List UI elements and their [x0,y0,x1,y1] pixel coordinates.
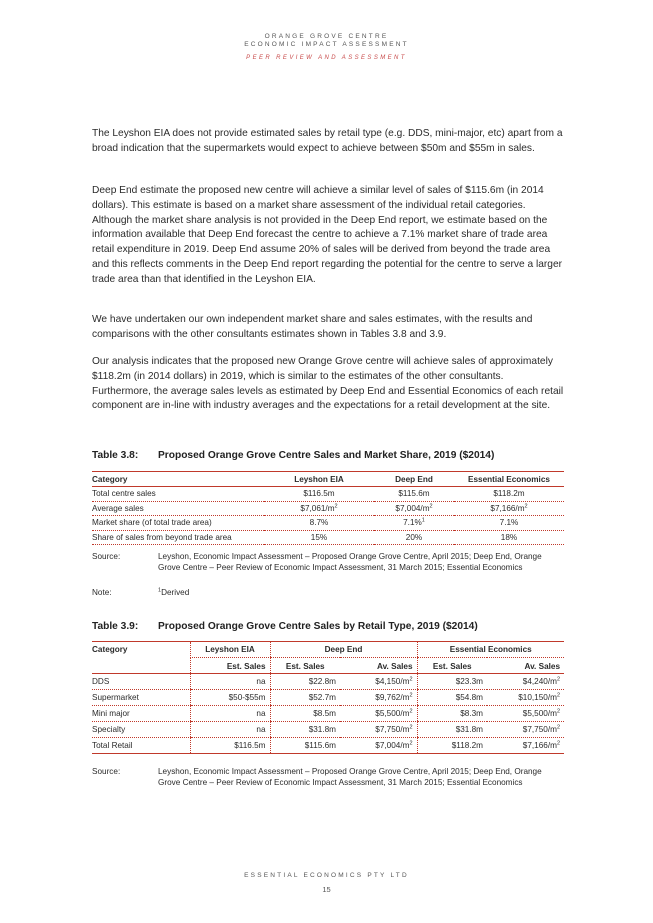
table-cell: $50-$55m [190,690,270,706]
table-cell: $\$7,166/m^2$ [487,738,564,754]
paragraph-1: The Leyshon EIA does not provide estimated sales by retail type (e.g. DDS, mini-major, etc) apart from a broad indication that the supermarkets would expect to achieve between $50m and $55m in sales. [92,128,563,154]
table-cell: na [190,706,270,722]
table-header-row [92,472,564,487]
table-cell: $\$4,150/m^2$ [340,674,417,690]
table-cell: $8.3m [417,706,487,722]
table-row [92,516,564,531]
source-text: Leyshon, Economic Impact Assessment – Proposed Orange Grove Centre, April 2015; Deep End, Orange Grove Centre – Peer Review of Economic Impact Assessment, 31 March 2015; Essential Economics [158,552,542,572]
table-3-8-title: Proposed Orange Grove Centre Sales and Market Share, 2019 ($2014) [158,450,495,461]
table-cell: $52.7m [270,690,340,706]
table-cell: $8.5m [270,706,340,722]
column-header: Category [92,642,190,674]
column-header: Deep End [374,472,454,487]
table-cell: na [190,722,270,738]
column-subheader: Est. Sales [270,658,340,674]
table-cell: $118.2m [417,738,487,754]
row-label: Mini major [92,706,190,722]
column-subheader: Av. Sales [487,658,564,674]
table-cell: $\$10,150/m^2$ [487,690,564,706]
table-cell: na [190,674,270,690]
source-label: Source: [92,767,121,776]
table-cell: $\$7,750/m^2$ [340,722,417,738]
table-3-9 [92,641,564,754]
header-title: ORANGE GROVE CENTRE [264,33,389,40]
table-cell: $22.8m [270,674,340,690]
column-header: Category [92,472,264,487]
table-row [92,501,564,516]
table-cell: $\$5,500/m^2$ [340,706,417,722]
row-label: Supermarket [92,690,190,706]
table-cell: $118.2m [454,487,564,502]
table-cell: 8.7% [264,516,374,531]
row-label: DDS [92,674,190,690]
table-cell: $\$7,061/m^2$ [264,501,374,516]
table-cell: 20% [374,530,454,545]
paragraph-3: We have undertaken our own independent market share and sales estimates, with the results and comparisons with the other consultants estimates shown in Tables 3.8 and 3.9. [92,314,533,340]
row-label: Specialty [92,722,190,738]
column-subheader: Est. Sales [417,658,487,674]
table-3-9-number: Table 3.9: [92,621,139,632]
table-row [92,690,564,706]
table-cell: $31.8m [417,722,487,738]
column-header: Essential Economics [454,472,564,487]
table-cell: $23.3m [417,674,487,690]
column-group-header: Essential Economics [417,642,564,658]
row-label: Share of sales from beyond trade area [92,530,264,545]
column-group-header: Leyshon EIA [190,642,270,658]
table-cell: 7.1% [454,516,564,531]
column-header: Leyshon EIA [264,472,374,487]
source-text: Leyshon, Economic Impact Assessment – Proposed Orange Grove Centre, April 2015; Deep End, Orange Grove Centre – Peer Review of Economic Impact Assessment, 31 March 2015; Essential Economics [158,767,542,787]
row-label: Market share (of total trade area) [92,516,264,531]
table-cell: $54.8m [417,690,487,706]
table-3-8-caption [92,450,494,461]
page-number: 15 [322,885,331,894]
table-3-9-title: Proposed Orange Grove Centre Sales by Retail Type, 2019 ($2014) [158,621,478,632]
source-label: Source: [92,552,121,561]
table-3-8 [92,471,564,545]
table-3-9-caption [92,621,478,632]
note-text: $^1$Derived [158,587,190,597]
table-cell: $116.5m [190,738,270,754]
note-label: Note: [92,588,112,597]
row-label: Average sales [92,501,264,516]
table-row [92,722,564,738]
column-subheader: Est. Sales [190,658,270,674]
column-subheader: Av. Sales [340,658,417,674]
table-cell: 7.1%$^1$ [374,516,454,531]
table-cell: $\$7,004/m^2$ [374,501,454,516]
table-cell: 18% [454,530,564,545]
table-cell: 15% [264,530,374,545]
footer-company: ESSENTIAL ECONOMICS PTY LTD [244,872,409,879]
paragraph-2: Deep End estimate the proposed new centre will achieve a similar level of sales of $115.6m (in 2014 dollars). This estimate is based on a market share assessment of the individual retail categories. Although the market share analysis is not provided in the Deep End report, we estimate based on the information available that Deep End forecast the centre to achieve a 7.1% market share of trade area retail expenditure in 2019. Deep End assume 20% of sales will be derived from beyond the trade area and this reflects comments in the Deep End report regarding the potential for the centre to serve a larger trade area than that identified in the Leyshon EIA. [92,185,563,285]
column-group-header: Deep End [270,642,417,658]
table-cell: $31.8m [270,722,340,738]
row-label: Total centre sales [92,487,264,502]
row-label: Total Retail [92,738,190,754]
table-group-header-row [92,642,564,658]
table-row [92,706,564,722]
table-row [92,530,564,545]
table-row [92,674,564,690]
table-cell: $116.5m [264,487,374,502]
paragraph-4: Our analysis indicates that the proposed new Orange Grove centre will achieve sales of approximately $118.2m (in 2014 dollars) in 2019, which is similar to the estimates of the other consultants. Furthermore, the average sales levels as estimated by Deep End and Essential Economics of each retail component are in-line with industry averages and the expectations for a retail development at the site. [92,356,564,412]
table-cell: $\$7,166/m^2$ [454,501,564,516]
header-section: PEER REVIEW AND ASSESSMENT [246,55,407,61]
table-cell: $\$5,500/m^2$ [487,706,564,722]
table-cell: $115.6m [270,738,340,754]
header-subtitle: ECONOMIC IMPACT ASSESSMENT [244,41,409,48]
table-cell: $\$7,004/m^2$ [340,738,417,754]
table-cell: $\$9,762/m^2$ [340,690,417,706]
table-total-row [92,738,564,754]
table-cell: $\$7,750/m^2$ [487,722,564,738]
table-row [92,487,564,502]
table-cell: $115.6m [374,487,454,502]
table-3-8-number: Table 3.8: [92,450,139,461]
table-cell: $\$4,240/m^2$ [487,674,564,690]
